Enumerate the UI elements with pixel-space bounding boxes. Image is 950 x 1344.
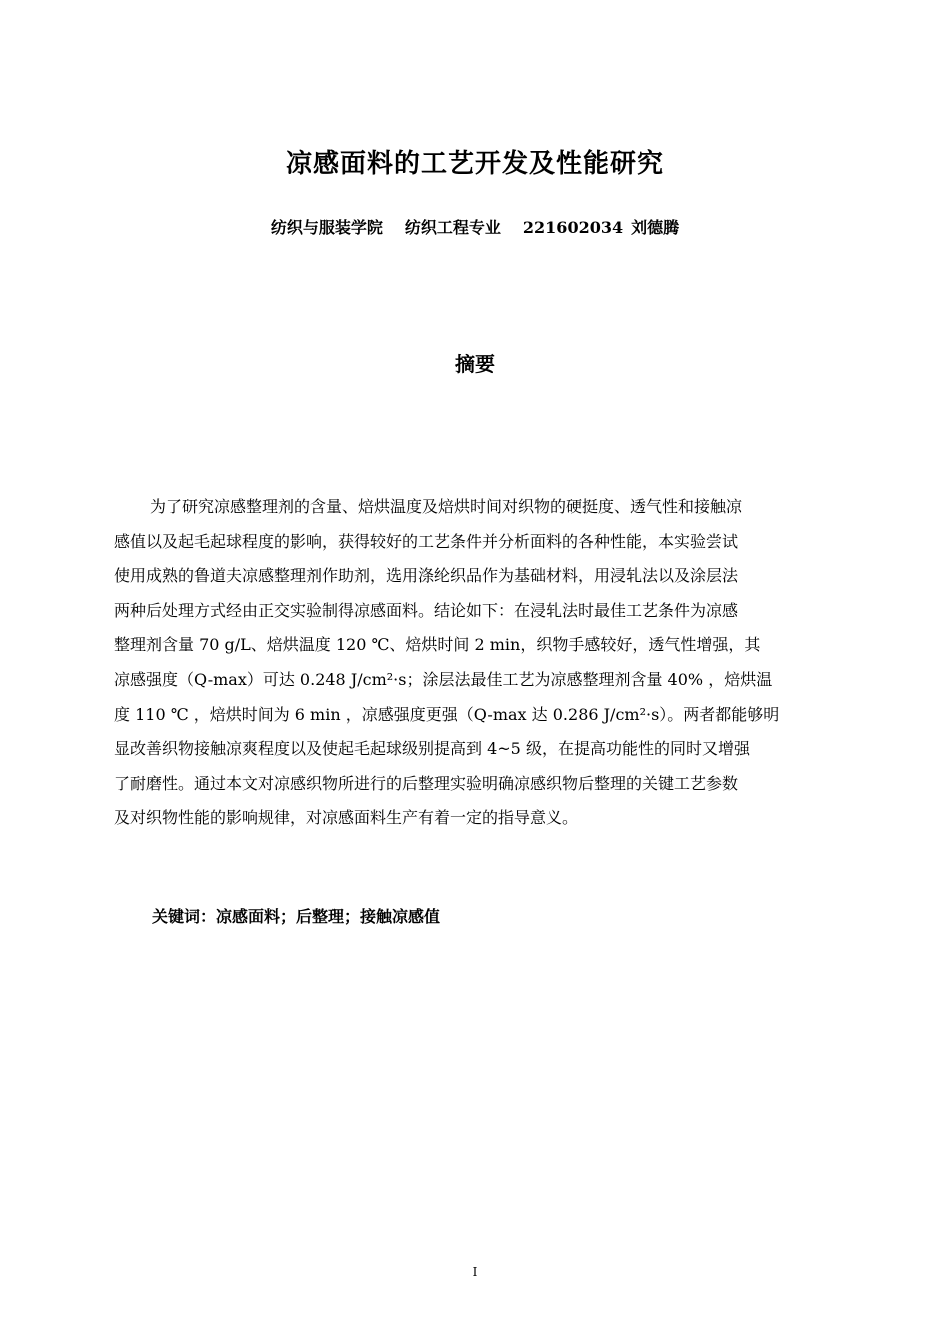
abstract-heading: 摘要 <box>455 352 495 376</box>
abstract-line: 度 110 ℃ ，焙烘时间为 6 min ，凉感强度更强（Q-max 达 0.286 J/cm²·s）。两者都能够明 <box>114 704 780 724</box>
abstract-line: 感值以及起毛起球程度的影响，获得较好的工艺条件并分析面料的各种性能，本实验尝试 <box>114 531 739 551</box>
paper-title: 凉感面料的工艺开发及性能研究 <box>285 149 664 179</box>
author-college: 纺织与服装学院 <box>270 218 383 237</box>
abstract-line: 凉感强度（Q-max）可达 0.248 J/cm²·s；涂层法最佳工艺为凉感整理剂含量 40% ，焙烘温 <box>114 669 773 689</box>
abstract-line: 两种后处理方式经由正交实验制得凉感面料。结论如下：在浸轧法时最佳工艺条件为凉感 <box>114 600 739 620</box>
abstract-body <box>114 490 860 836</box>
abstract-line: 及对织物性能的影响规律，对凉感面料生产有着一定的指导意义。 <box>114 808 579 828</box>
page-number: I <box>472 1265 478 1279</box>
abstract-line: 整理剂含量 70 g/L、焙烘温度 120 ℃、焙烘时间 2 min，织物手感较好，透气性增强，其 <box>114 635 761 655</box>
author-major: 纺织工程专业 <box>404 218 501 237</box>
author-line <box>0 214 950 242</box>
abstract-line: 了耐磨性。通过本文对凉感织物所进行的后整理实验明确凉感织物后整理的关键工艺参数 <box>114 773 739 793</box>
author-name: 刘德腾 <box>631 218 680 237</box>
author-student-id: 221602034 <box>522 218 624 237</box>
abstract-line: 为了研究凉感整理剂的含量、焙烘温度及焙烘时间对织物的硬挺度、透气性和接触凉 <box>150 497 743 516</box>
abstract-line: 显改善织物接触凉爽程度以及使起毛起球级别提高到 4~5 级，在提高功能性的同时又增强 <box>114 739 750 759</box>
keywords: 关键词：凉感面料；后整理；接触凉感值 <box>152 907 441 926</box>
abstract-line: 使用成熟的鲁道夫凉感整理剂作助剂，选用涤纶织品作为基础材料，用浸轧法以及涂层法 <box>114 566 739 586</box>
